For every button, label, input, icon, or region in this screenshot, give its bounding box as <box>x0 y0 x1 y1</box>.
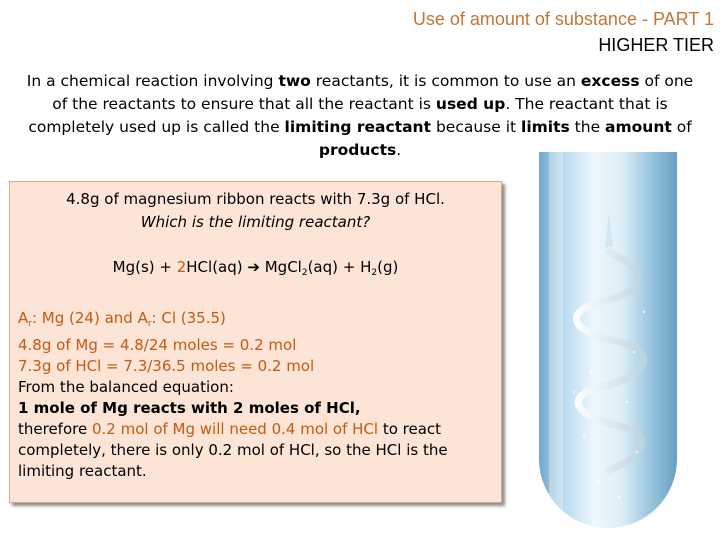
mg-moles: 4.8g of Mg = 4.8/24 moles = 0.2 mol <box>18 336 297 354</box>
test-tube-magnesium-image <box>539 152 677 528</box>
conclusion-text: therefore <box>18 420 92 438</box>
equation-right: MgCl <box>259 258 302 276</box>
question-line-1: 4.8g of magnesium ribbon reacts with 7.3g of HCl. <box>66 190 445 208</box>
intro-bold: used up <box>435 95 506 113</box>
from-equation: From the balanced equation: <box>18 378 234 396</box>
test-tube-icon <box>539 152 677 528</box>
subscript: r <box>28 319 32 329</box>
question <box>10 188 501 234</box>
equation-coefficient: 2 <box>176 258 187 276</box>
subscript: 2 <box>371 268 378 278</box>
mole-ratio: 1 mole of Mg reacts with 2 moles of HCl, <box>18 399 361 417</box>
equation-right: (g) <box>377 258 399 276</box>
title-line-1: Use of amount of substance - PART 1 <box>412 9 714 29</box>
conclusion <box>18 419 498 482</box>
relative-atomic-masses <box>18 308 498 335</box>
subscript: r <box>147 319 152 329</box>
worked-example-box <box>9 181 502 503</box>
hcl-moles: 7.3g of HCl = 7.3/36.5 moles = 0.2 mol <box>18 357 315 375</box>
balanced-equation <box>10 258 501 278</box>
intro-bold: limits <box>521 118 570 136</box>
equation-mid: HCl(aq) <box>186 258 248 276</box>
title-line-2: HIGHER TIER <box>598 35 714 55</box>
intro-bold: products <box>318 141 397 159</box>
intro-text: In a chemical reaction involving <box>26 72 279 90</box>
slide-title <box>154 6 714 58</box>
intro-bold: amount <box>605 118 672 136</box>
conclusion-text: to react completely, there is only 0.2 mol of HCl, so the HCl is the limiting reactant. <box>18 420 448 480</box>
ar-text: A <box>18 309 29 327</box>
equation-right: (aq) + H <box>307 258 372 276</box>
intro-text: of one of the reactants to ensure that all the reactant is <box>52 72 694 113</box>
intro-text: . <box>396 141 402 159</box>
intro-bold: two <box>278 72 311 90</box>
intro-text: of <box>671 118 692 136</box>
arrow-icon: ➔ <box>247 258 260 276</box>
working <box>18 308 498 482</box>
question-line-2: Which is the limiting reactant? <box>140 213 371 231</box>
ar-text: : Mg (24) and A <box>31 309 148 327</box>
subscript: 2 <box>301 268 308 278</box>
ar-text: : Cl (35.5) <box>151 309 226 327</box>
equation-left: Mg(s) + <box>112 258 177 276</box>
intro-bold: excess <box>580 72 640 90</box>
intro-bold: limiting reactant <box>284 118 432 136</box>
intro-text: the <box>569 118 606 136</box>
intro-text: because it <box>431 118 522 136</box>
intro-paragraph <box>18 70 702 162</box>
intro-text: reactants, it is common to use an <box>310 72 581 90</box>
intro-text: . The reactant that is completely used up is called the <box>28 95 668 136</box>
conclusion-highlight: 0.2 mol of Mg will need 0.4 mol of HCl <box>91 420 379 438</box>
